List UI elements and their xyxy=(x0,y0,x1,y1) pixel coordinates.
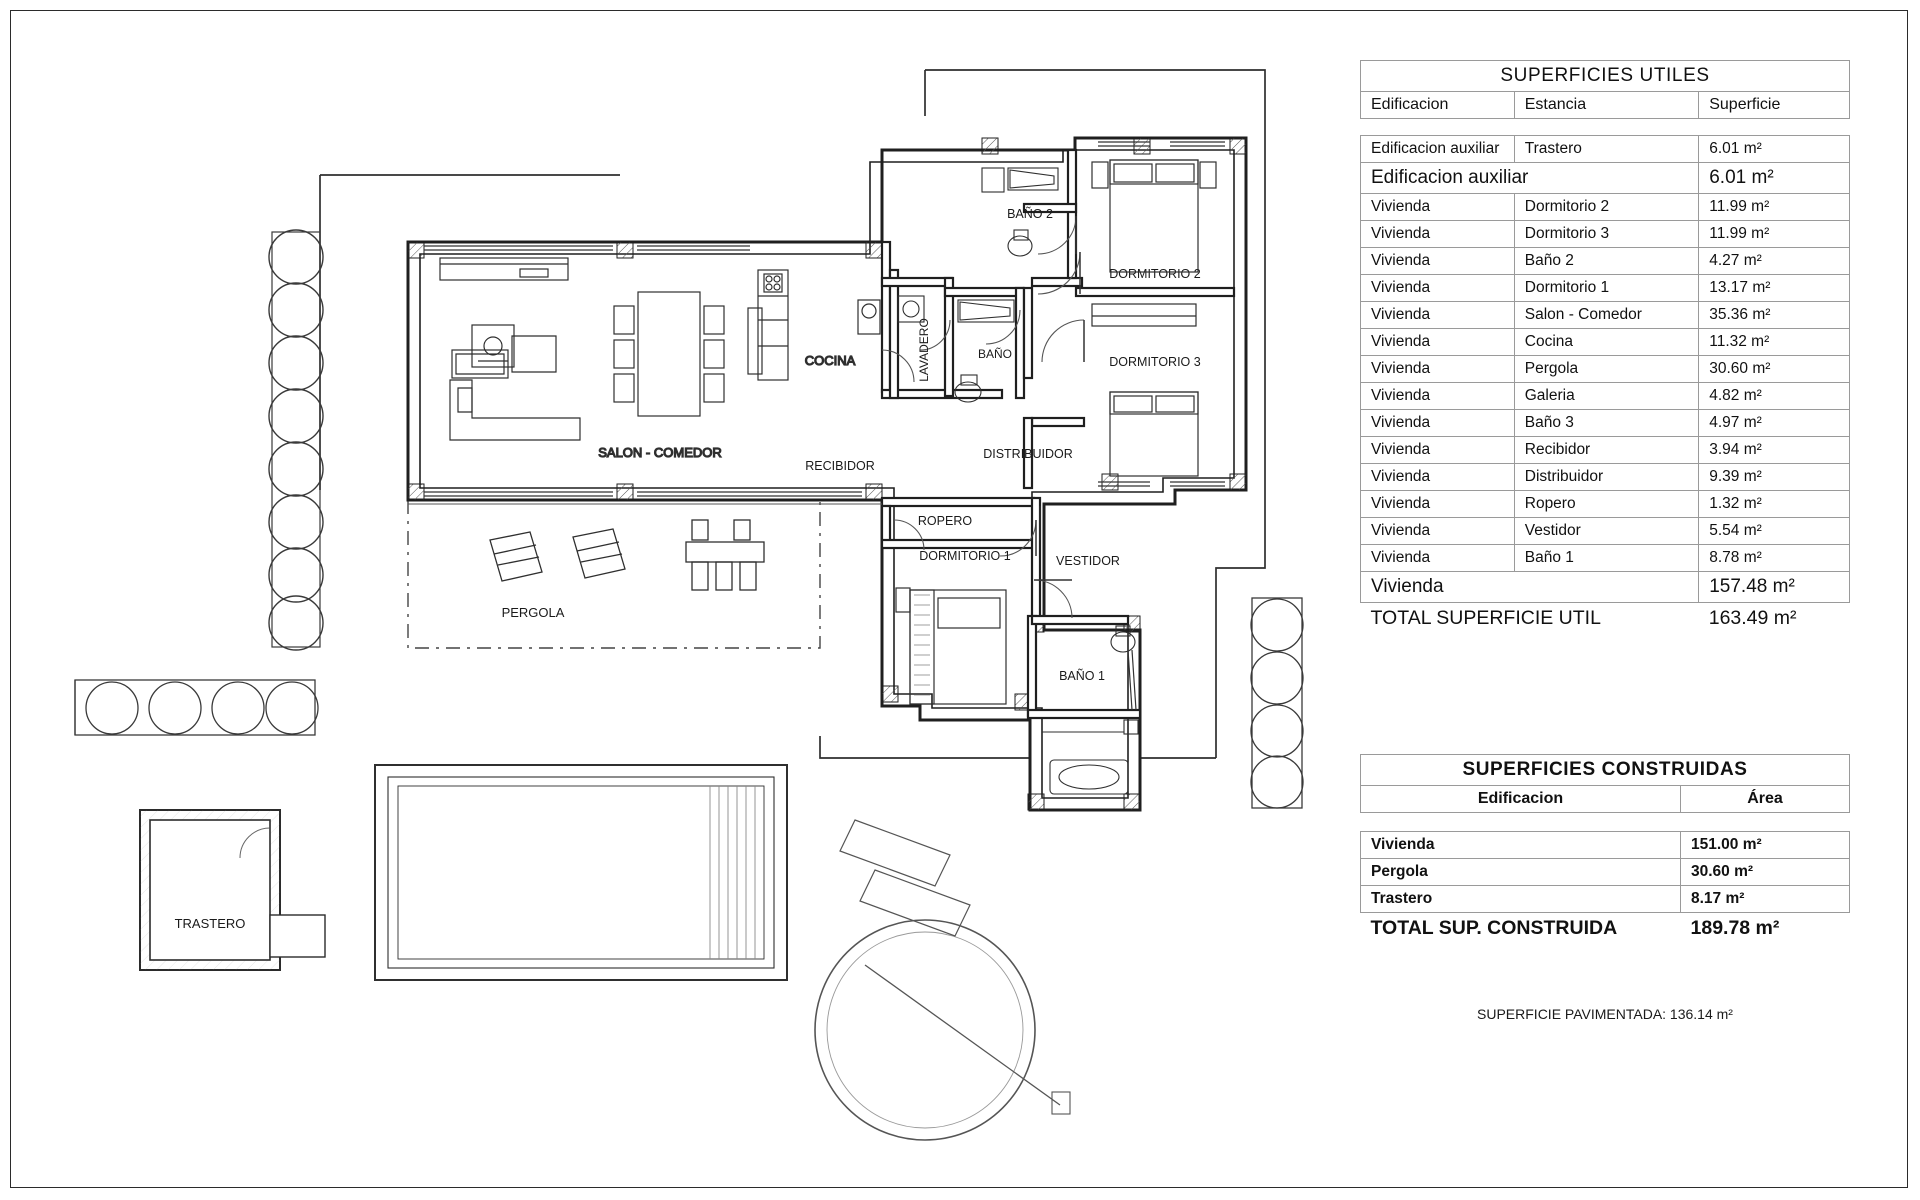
subtotal-value-vivienda: 157.48 m² xyxy=(1699,572,1850,603)
table-row xyxy=(1361,383,1850,410)
cell-estancia: Galeria xyxy=(1514,383,1698,410)
cell-superficie: 35.36 m² xyxy=(1699,302,1850,329)
table-row xyxy=(1361,275,1850,302)
cell-superficie: 9.39 m² xyxy=(1699,464,1850,491)
cell-estancia: Vestidor xyxy=(1514,518,1698,545)
circular-terrace-feature xyxy=(815,820,1070,1140)
subtotal-row-auxiliar xyxy=(1361,163,1850,194)
col-header-edificacion: Edificacion xyxy=(1361,786,1681,813)
table-row xyxy=(1361,194,1850,221)
cell-edificacion: Vivienda xyxy=(1361,491,1515,518)
label-bano1: BAÑO 1 xyxy=(1059,669,1105,683)
cell-area: 30.60 m² xyxy=(1681,859,1850,886)
table-header-row xyxy=(1361,786,1850,813)
table-superficies-utiles xyxy=(1360,60,1850,634)
table-row xyxy=(1361,136,1850,163)
cell-estancia: Dormitorio 3 xyxy=(1514,221,1698,248)
cell-superficie: 11.32 m² xyxy=(1699,329,1850,356)
total-row-utiles xyxy=(1361,603,1850,635)
cell-area: 8.17 m² xyxy=(1681,886,1850,913)
label-dormitorio1: DORMITORIO 1 xyxy=(919,549,1011,563)
table-title-utiles: SUPERFICIES UTILES xyxy=(1361,61,1850,92)
cell-edificacion: Vivienda xyxy=(1361,248,1515,275)
col-header-area: Área xyxy=(1681,786,1850,813)
subtotal-label-vivienda: Vivienda xyxy=(1361,572,1699,603)
cell-estancia: Baño 2 xyxy=(1514,248,1698,275)
pergola-area xyxy=(408,500,820,648)
total-value-construidas: 189.78 m² xyxy=(1681,913,1850,945)
total-value-utiles: 163.49 m² xyxy=(1699,603,1850,635)
cell-edificacion: Vivienda xyxy=(1361,518,1515,545)
cell-estancia: Distribuidor xyxy=(1514,464,1698,491)
cell-estancia: Dormitorio 2 xyxy=(1514,194,1698,221)
label-ropero: ROPERO xyxy=(917,514,973,528)
cell-edificacion: Vivienda xyxy=(1361,464,1515,491)
cell-edificacion: Vivienda xyxy=(1361,302,1515,329)
table-row-spacer xyxy=(1361,119,1850,136)
total-label-construidas: TOTAL SUP. CONSTRUIDA xyxy=(1361,913,1681,945)
col-header-estancia: Estancia xyxy=(1514,92,1698,119)
col-header-edificacion: Edificacion xyxy=(1361,92,1515,119)
room-distribuidor xyxy=(983,447,1073,461)
cell-superficie: 6.01 m² xyxy=(1699,136,1850,163)
cell-edificacion: Vivienda xyxy=(1361,437,1515,464)
table-row xyxy=(1361,302,1850,329)
table-row xyxy=(1361,859,1850,886)
cell-estancia: Recibidor xyxy=(1514,437,1698,464)
label-salon-comedor: SALON - COMEDOR xyxy=(598,445,722,460)
label-lavadero: LAVADERO xyxy=(917,318,931,382)
shrub-row-bottom-left xyxy=(75,680,318,735)
cell-edificacion: Vivienda xyxy=(1361,832,1681,859)
table-gap xyxy=(1360,634,1890,754)
pavimentada-note: SUPERFICIE PAVIMENTADA: 136.14 m² xyxy=(1477,1006,1733,1022)
table-row xyxy=(1361,356,1850,383)
trastero-building xyxy=(140,810,325,970)
label-recibidor: RECIBIDOR xyxy=(805,459,875,473)
cell-edificacion: Vivienda xyxy=(1361,545,1515,572)
cell-superficie: 13.17 m² xyxy=(1699,275,1850,302)
label-pergola: PERGOLA xyxy=(501,605,565,620)
total-row-construidas xyxy=(1361,913,1850,945)
label-dormitorio2: DORMITORIO 2 xyxy=(1109,267,1201,281)
cell-superficie: 1.32 m² xyxy=(1699,491,1850,518)
table-row xyxy=(1361,832,1850,859)
table-row xyxy=(1361,491,1850,518)
floor-plan-drawing xyxy=(20,20,1340,1180)
cell-edificacion: Trastero xyxy=(1361,886,1681,913)
label-trastero: TRASTERO xyxy=(174,916,246,931)
cell-estancia: Pergola xyxy=(1514,356,1698,383)
cell-edificacion: Vivienda xyxy=(1361,275,1515,302)
table-row xyxy=(1361,518,1850,545)
shrub-row-left xyxy=(269,230,323,650)
table-superficies-construidas xyxy=(1360,754,1850,944)
table-row xyxy=(1361,410,1850,437)
table-title-row xyxy=(1361,61,1850,92)
table-row-spacer xyxy=(1361,813,1850,832)
cell-estancia: Trastero xyxy=(1514,136,1698,163)
table-title-construidas: SUPERFICIES CONSTRUIDAS xyxy=(1361,755,1850,786)
shrub-row-right xyxy=(1251,598,1303,808)
label-distribuidor: DISTRIBUIDOR xyxy=(983,447,1073,461)
col-header-superficie: Superficie xyxy=(1699,92,1850,119)
cell-edificacion: Vivienda xyxy=(1361,410,1515,437)
cell-edificacion: Pergola xyxy=(1361,859,1681,886)
cell-superficie: 5.54 m² xyxy=(1699,518,1850,545)
subtotal-label-auxiliar: Edificacion auxiliar xyxy=(1361,163,1699,194)
area-schedule-panel xyxy=(1360,60,1890,1022)
cell-estancia: Baño 1 xyxy=(1514,545,1698,572)
cell-estancia: Salon - Comedor xyxy=(1514,302,1698,329)
cell-edificacion: Vivienda xyxy=(1361,356,1515,383)
cell-estancia: Baño 3 xyxy=(1514,410,1698,437)
label-dormitorio3: DORMITORIO 3 xyxy=(1109,355,1201,369)
cell-superficie: 4.27 m² xyxy=(1699,248,1850,275)
room-recibidor xyxy=(805,459,874,473)
table-row xyxy=(1361,248,1850,275)
table-row xyxy=(1361,886,1850,913)
cell-edificacion: Vivienda xyxy=(1361,329,1515,356)
cell-edificacion: Vivienda xyxy=(1361,383,1515,410)
room-vestidor xyxy=(1040,506,1120,568)
cell-superficie: 11.99 m² xyxy=(1699,221,1850,248)
cell-superficie: 4.82 m² xyxy=(1699,383,1850,410)
cell-area: 151.00 m² xyxy=(1681,832,1850,859)
label-bano: BAÑO xyxy=(977,347,1013,361)
cell-edificacion: Edificacion auxiliar xyxy=(1361,136,1515,163)
label-cocina: COCINA xyxy=(804,353,856,368)
subtotal-value-auxiliar: 6.01 m² xyxy=(1699,163,1850,194)
cell-estancia: Cocina xyxy=(1514,329,1698,356)
table-row xyxy=(1361,545,1850,572)
label-bano2: BAÑO 2 xyxy=(1007,207,1053,221)
room-ropero xyxy=(918,514,972,528)
cell-edificacion: Vivienda xyxy=(1361,194,1515,221)
cell-superficie: 8.78 m² xyxy=(1699,545,1850,572)
cell-superficie: 30.60 m² xyxy=(1699,356,1850,383)
cell-superficie: 3.94 m² xyxy=(1699,437,1850,464)
table-title-row xyxy=(1361,755,1850,786)
table-row xyxy=(1361,329,1850,356)
table-row xyxy=(1361,437,1850,464)
cell-edificacion: Vivienda xyxy=(1361,221,1515,248)
swimming-pool xyxy=(375,765,787,980)
label-vestidor: VESTIDOR xyxy=(1056,554,1120,568)
table-row xyxy=(1361,221,1850,248)
cell-estancia: Dormitorio 1 xyxy=(1514,275,1698,302)
subtotal-row-vivienda xyxy=(1361,572,1850,603)
total-label-utiles: TOTAL SUPERFICIE UTIL xyxy=(1361,603,1699,635)
cell-estancia: Ropero xyxy=(1514,491,1698,518)
cell-superficie: 11.99 m² xyxy=(1699,194,1850,221)
table-header-row xyxy=(1361,92,1850,119)
cell-superficie: 4.97 m² xyxy=(1699,410,1850,437)
table-row xyxy=(1361,464,1850,491)
